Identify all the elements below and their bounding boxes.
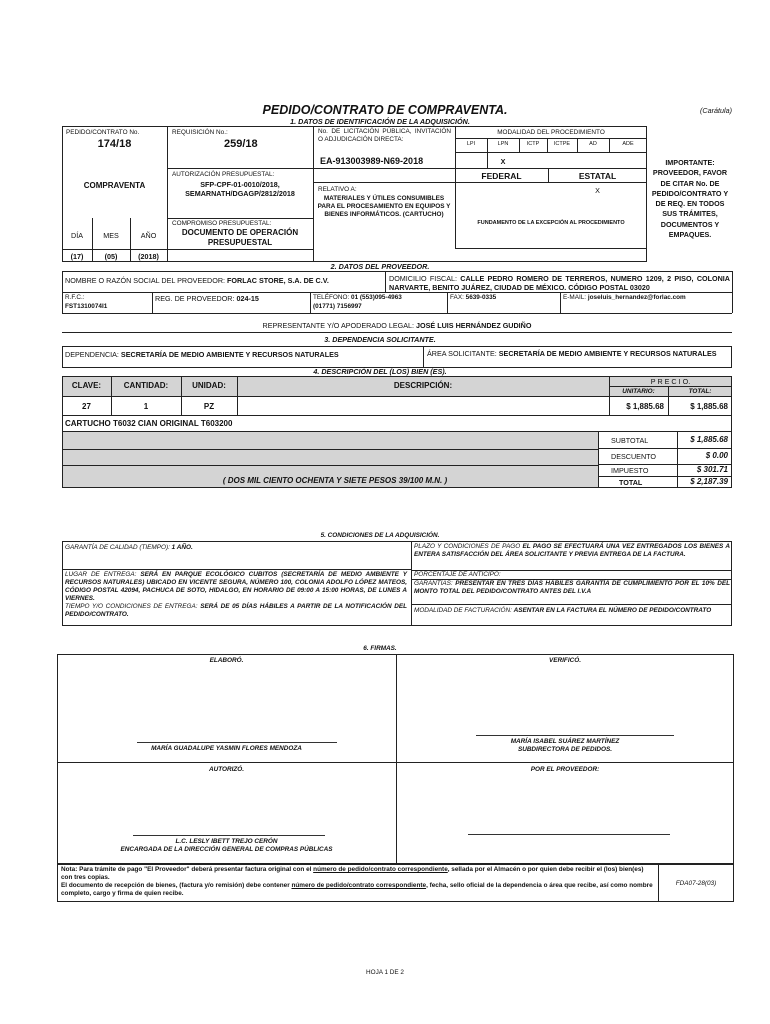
autorizacion-value-2: SEMARNATH/DGAGP/2812/2018 [185,189,295,198]
section-6-title: 6. FIRMAS. [363,645,397,652]
licitacion-label: No. DE LICITACIÓN PÚBLICA, INVITACIÓN O ADJUDICACIÓN DIRECTA: [318,128,451,143]
tel-value-1: 01 (553)095-4963 [351,294,402,301]
header-unitario: UNITARIO: [622,388,655,395]
dia-label: DÍA [71,231,83,240]
representante [62,321,732,330]
header-precio: P R E C I O. [650,377,691,386]
header-descripcion: DESCRIPCIÓN: [393,381,453,390]
lugar-label: LUGAR DE ENTREGA: [65,571,137,578]
modalidad-label: MODALIDAD DEL PROCEDIMIENTO [497,129,605,136]
requisicion-label: REQUISICIÓN No.: [172,129,228,136]
area-solicitante [427,349,727,358]
proveedor-nombre [65,276,383,285]
tiempo-value: SERÁ DE 05 DÍAS HÁBILES A PARTIR DE LA NOTIFICACIÓN DEL PEDIDO/CONTRATO. [65,603,407,618]
modalidad-columns [455,141,647,152]
email-value: joseluis_hernandez@forlac.com [587,294,686,301]
autorizo-name: L.C. LESLY IBETT TREJO CERÓN [175,838,278,845]
dependencia [65,350,420,359]
document-title: PEDIDO/CONTRATO DE COMPRAVENTA. [262,103,508,117]
nombre-label: NOMBRE O RAZÓN SOCIAL DEL PROVEEDOR: [65,276,226,285]
note-line-2u: número de pedido/contrato correspondiente [291,882,427,889]
fact-value: ASENTAR EN LA FACTURA EL NÚMERO DE PEDIDO/CONTRATO [513,607,712,614]
section-5-title: 5. CONDICIONES DE LA ADQUISICIÓN. [320,532,440,539]
pedido-number: 174/18 [97,138,132,150]
verifico-name: MARÍA ISABEL SUÁREZ MARTÍNEZ [510,738,620,745]
modalidad-col: ADE [622,141,634,147]
rfc-label: R.F.C.: [65,294,85,301]
note-text [61,866,655,898]
note-line-2b: , fecha, sello oficial de la dependencia o área que recibe, así como nombre completo, cargo y firma de quien recibe. [61,882,653,897]
anio-label: AÑO [140,231,157,240]
impuesto-label: IMPUESTO [611,466,649,475]
section-3-title: 3. DEPENDENCIA SOLICITANTE. [324,335,436,344]
reg-value: 024-15 [236,294,259,303]
descuento-label: DESCUENTO [611,452,656,461]
garantia-label: GARANTÍA DE CALIDAD (TIEMPO): [65,544,170,551]
garantias [414,580,730,596]
mes-label: MES [103,231,119,240]
anticipo-label: PORCENTAJE DE ANTICIPO: [414,571,501,578]
total-label: TOTAL [619,478,643,487]
section-1-title: 1. DATOS DE IDENTIFICACIÓN DE LA ADQUISICIÓN. [290,117,470,126]
row-total: $ 1,885.68 [690,402,728,411]
item-description: CARTUCHO T6032 CIAN ORIGINAL T603200 [65,419,233,428]
importante-note: IMPORTANTE: PROVEEDOR, FAVOR DE CITAR No. DE PEDIDO/CONTRATO Y DE REQ. EN TODOS SUS TRÁMITES, DOCUMENTOS Y EMPAQUES. [651,158,729,240]
row-clave: 27 [82,402,91,411]
note-line-2a: El documento de recepción de bienes, (factura y/o remisión) debe contener [61,882,292,889]
relativo-label: RELATIVO A: [318,186,357,193]
elaboro-name: MARÍA GUADALUPE YASMIN FLORES MENDOZA [151,745,302,752]
autorizo-label: AUTORIZÓ. [208,766,245,773]
garantias-label: GARANTÍAS: [414,580,453,587]
subtotal-label: SUBTOTAL [611,436,649,445]
reg-label: REG. DE PROVEEDOR: [155,294,235,303]
impuesto-value: $ 301.71 [696,465,728,474]
section-2-title: 2. DATOS DEL PROVEEDOR. [330,262,430,271]
total-value: $ 2,187.39 [690,477,728,486]
lugar-value: SERÁ EN PARQUE ECOLÓGICO CUBITOS (SECRETARÍA DE MEDIO AMBIENTE Y RECURSOS NATURALES) UBICADO EN VICENTE SEGURA, NÚMERO 100, COLONIA ADOLFO LÓPEZ MATEOS, CÓDIGO POSTAL 42094, PACHUCA DE SOTO, HIDALGO, EN HORARIO DE 09:00 A 15:00 HORAS, DE LUNES A VIERNES. [65,571,407,602]
garantia-calidad [65,544,405,552]
plazo-label: PLAZO Y CONDICIONES DE PAGO [414,543,521,550]
garantias-value: PRESENTAR EN TRES DÍAS HÁBILES GARANTÍA DE CUMPLIMIENTO POR EL 10% DEL MONTO TOTAL DEL PEDIDO/CONTRATO ANTES DEL I.V.A [414,580,731,595]
garantia-value: 1 AÑO. [171,544,193,551]
lugar-entrega [65,571,407,619]
mes-value: (05) [104,252,118,261]
proveedor-domicilio [389,274,730,292]
header-clave: CLAVE: [71,381,102,390]
modalidad-col: AD [589,141,597,147]
estatal-label: ESTATAL [578,171,617,181]
plazo-value: EL PAGO SE EFECTUARÁ UNA VEZ ENTREGADOS LOS BIENES A ENTERA SATISFACCIÓN DEL ÁREA SOLICITANTE Y PREVIA ENTREGA DE LA FACTURA. [414,543,730,558]
verifico-title: SUBDIRECTORA DE PEDIDOS. [517,746,613,753]
modalidad-col: ICTPE [553,141,571,147]
nombre-value: FORLAC STORE, S.A. DE C.V. [227,276,329,285]
fax-value: 5639-0335 [465,294,497,301]
domicilio-label: DOMICILIO FISCAL: [389,274,457,283]
note-line-1a: Nota: Para trámite de pago "El Proveedor" deberá presentar factura original con el [61,866,314,873]
compromiso-value: DOCUMENTO DE OPERACIÓN PRESUPUESTAL [181,228,299,247]
tiempo-label: TIEMPO Y/O CONDICIONES DE ENTREGA: [65,603,198,610]
autorizacion-value-1: SFP-CPF-01-0010/2018, [200,180,280,189]
verifico-label: VERIFICÓ. [549,657,581,664]
estatal-mark: X [595,186,600,195]
row-cantidad: 1 [143,402,149,411]
amount-in-words: ( DOS MIL CIENTO OCHENTA Y SIETE PESOS 39/100 M.N. ) [222,476,448,485]
subtotal-value: $ 1,885.68 [690,435,728,444]
rfc-value: FST1310074I1 [65,303,108,310]
modalidad-col: ICTP [526,141,540,147]
rep-value: JOSÉ LUIS HERNÁNDEZ GUDIÑO [416,321,532,330]
modalidad-col: LPN [497,141,509,147]
header-unidad: UNIDAD: [192,381,226,390]
relativo-value: MATERIALES Y ÚTILES CONSUMIBLES PARA EL PROCESAMIENTO EN EQUIPOS Y BIENES INFORMÁTICOS. (CARTUCHO) [317,195,451,218]
email [563,294,731,302]
modalidad-col: LPI [466,141,476,147]
proveedor-signature-label: POR EL PROVEEDOR: [530,766,600,773]
plazo-pago [414,543,730,559]
email-label: E-MAIL: [563,294,587,301]
reg-proveedor [155,294,309,303]
dia-value: (17) [70,252,84,261]
contract-type: COMPRAVENTA [83,181,146,190]
modalidad-facturacion [414,607,730,615]
tel-value-2: (01771) 7156997 [313,303,362,310]
section-4-title: 4. DESCRIPCIÓN DEL (LOS) BIEN (ES). [313,367,447,376]
form-code: FDA07-28(03) [675,880,717,887]
note-line-1b: , sellada por el Almacén o por quien debe recibir el (los) bien(es) con tres copias. [61,866,644,881]
fax-label: FAX: [450,294,464,301]
area-label: ÁREA SOLICITANTE: [427,349,497,358]
header-total: TOTAL: [688,388,712,395]
area-value: SECRETARÍA DE MEDIO AMBIENTE Y RECURSOS NATURALES [498,349,717,358]
autorizacion-label: AUTORIZACIÓN PRESUPUESTAL: [172,171,275,178]
header-cantidad: CANTIDAD: [123,381,169,390]
pedido-label: PEDIDO/CONTRATO No. [66,129,140,136]
fax [450,294,558,302]
compromiso-label: COMPROMISO PRESUPUESTAL: [172,220,272,227]
page-number: HOJA 1 DE 2 [365,969,404,976]
licitacion-number: EA-913003989-N69-2018 [320,156,424,166]
dep-label: DEPENDENCIA: [65,350,119,359]
fact-label: MODALIDAD DE FACTURACIÓN: [414,607,512,614]
row-unidad: PZ [203,402,215,411]
fundamento-label: FUNDAMENTO DE LA EXCEPCIÓN AL PROCEDIMIENTO [477,220,625,226]
federal-label: FEDERAL [481,171,522,181]
descuento-value: $ 0.00 [705,451,728,460]
dep-value: SECRETARÍA DE MEDIO AMBIENTE Y RECURSOS NATURALES [120,350,339,359]
telefono [313,294,447,302]
autorizo-title: ENCARGADA DE LA DIRECCIÓN GENERAL DE COMPRAS PÚBLICAS [120,846,333,853]
caratula-label: (Carátula) [700,106,732,115]
domicilio-value: CALLE PEDRO ROMERO DE TERREROS, NUMERO 1209, 2 PISO, COLONIA NARVARTE, BENITO JUÁREZ, CIUDAD DE MÉXICO. CÓDIGO POSTAL 03020 [389,274,730,292]
tel-label: TELÉFONO: [313,294,350,301]
row-unitario: $ 1,885.68 [626,402,664,411]
rep-label: REPRESENTANTE Y/O APODERADO LEGAL: [262,321,415,330]
modalidad-mark: X [500,157,506,166]
requisicion-number: 259/18 [224,138,258,150]
elaboro-label: ELABORÓ. [209,657,244,664]
note-line-1u: número de pedido/contrato correspondiente [313,866,448,873]
anio-value: (2018) [138,252,159,261]
